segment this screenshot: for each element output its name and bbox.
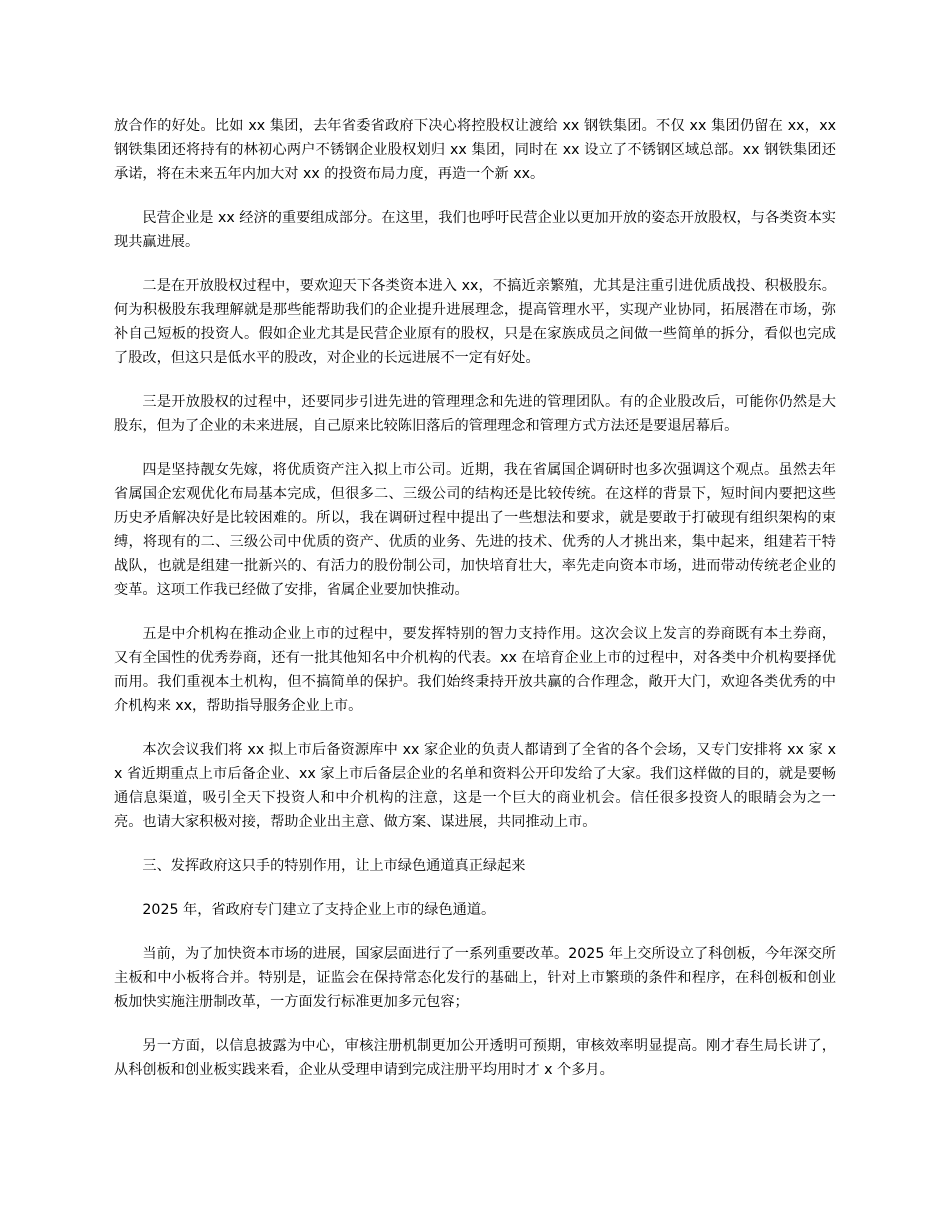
paragraph-6: 五是中介机构在推动企业上市的过程中，要发挥特别的智力支持作用。这次会议上发言的券商既有本土券商，又有全国性的优秀券商，还有一批其他知名中介机构的代表。xx 在培育企业上市的过程中，对各类中介机构要择优而用。我们重视本土机构，但不搞简单的保护。我们始终秉持开放共赢的合作理念，敞开大门，欢迎各类优秀的中介机构来 xx，帮助指导服务企业上市。 <box>114 626 836 714</box>
paragraph-4: 三是开放股权的过程中，还要同步引进先进的管理理念和先进的管理团队。有的企业股改后，可能你仍然是大股东，但为了企业的未来进展，自己原来比较陈旧落后的管理理念和管理方式方法还是要退居幕后。 <box>114 394 836 434</box>
paragraph-11: 另一方面，以信息披露为中心，审核注册机制更加公开透明可预期，审核效率明显提高。刚才春生局长讲了，从科创板和创业板实践来看，企业从受理申请到完成注册平均用时才 x 个多月。 <box>114 1038 836 1078</box>
document-page <box>114 114 836 1102</box>
paragraph-9: 2025 年，省政府专门建立了支持企业上市的绿色通道。 <box>142 902 496 918</box>
paragraph-2: 民营企业是 xx 经济的重要组成部分。在这里，我们也呼吁民营企业以更加开放的姿态开放股权，与各类资本实现共赢进展。 <box>114 210 836 250</box>
paragraph-10: 当前，为了加快资本市场的进展，国家层面进行了一系列重要改革。2025 年上交所设立了科创板，今年深交所主板和中小板将合并。特别是，证监会在保持常态化发行的基础上，针对上市繁琐的条件和程序，在科创板和创业板加快实施注册制改革，一方面发行标准更加多元包容； <box>114 946 836 1010</box>
paragraph-5: 四是坚持靓女先嫁，将优质资产注入拟上市公司。近期，我在省属国企调研时也多次强调这个观点。虽然去年省属国企宏观优化布局基本完成，但很多二、三级公司的结构还是比较传统。在这样的背景下，短时间内要把这些历史矛盾解决好是比较困难的。所以，我在调研过程中提出了一些想法和要求，就是要敢于打破现有组织架构的束缚，将现有的二、三级公司中优质的资产、优质的业务、先进的技术、优秀的人才挑出来，集中起来，组建若干特战队，也就是组建一批新兴的、有活力的股份制公司，加快培育壮大，率先走向资本市场，进而带动传统老企业的变革。这项工作我已经做了安排，省属企业要加快推动。 <box>114 462 836 598</box>
section-heading: 三、发挥政府这只手的特别作用，让上市绿色通道真正绿起来 <box>142 858 526 874</box>
paragraph-1: 放合作的好处。比如 xx 集团，去年省委省政府下决心将控股权让渡给 xx 钢铁集团。不仅 xx 集团仍留在 xx，xx 钢铁集团还将持有的林初心两户不锈钢企业股权划归 xx 集团，同时在 xx 设立了不锈钢区域总部。xx 钢铁集团还承诺，将在未来五年内加大对 xx 的投资布局力度，再造一个新 xx。 <box>114 118 836 182</box>
paragraph-3: 二是在开放股权过程中，要欢迎天下各类资本进入 xx，不搞近亲繁殖，尤其是注重引进优质战投、积极股东。何为积极股东我理解就是那些能帮助我们的企业提升进展理念，提高管理水平，实现产业协同，拓展潜在市场，弥补自己短板的投资人。假如企业尤其是民营企业原有的股权，只是在家族成员之间做一些简单的拆分，看似也完成了股改，但这只是低水平的股改，对企业的长远进展不一定有好处。 <box>114 278 836 366</box>
paragraph-7: 本次会议我们将 xx 拟上市后备资源库中 xx 家企业的负责人都请到了全省的各个会场，又专门安排将 xx 家 xx 省近期重点上市后备企业、xx 家上市后备层企业的名单和资料公开印发给了大家。我们这样做的目的，就是要畅通信息渠道，吸引全天下投资人和中介机构的注意，这是一个巨大的商业机会。信任很多投资人的眼睛会为之一亮。也请大家积极对接，帮助企业出主意、做方案、谋进展，共同推动上市。 <box>114 742 836 830</box>
